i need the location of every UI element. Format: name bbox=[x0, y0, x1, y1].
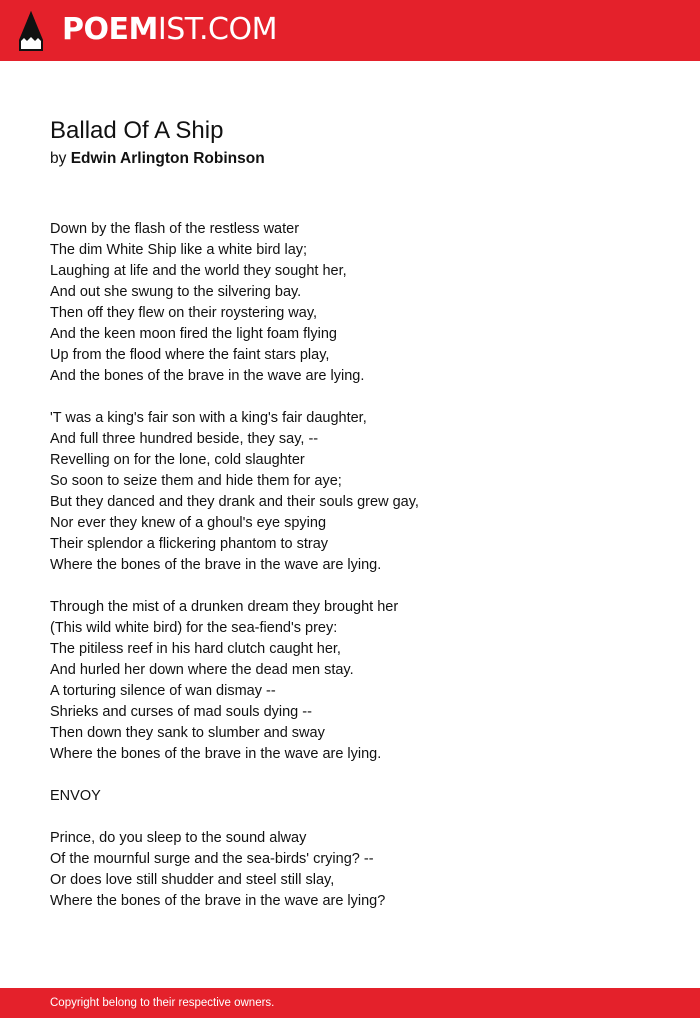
poem-line: And out she swung to the silvering bay. bbox=[50, 284, 302, 300]
poem-line: Up from the flood where the faint stars play, bbox=[50, 347, 330, 363]
poem-stanza bbox=[50, 408, 419, 576]
poem-line: 'T was a king's fair son with a king's fair daughter, bbox=[50, 410, 367, 426]
poem-line: And the keen moon fired the light foam flying bbox=[50, 326, 337, 342]
poem-stanza bbox=[50, 597, 419, 765]
poem-line: Their splendor a flickering phantom to stray bbox=[50, 536, 329, 552]
logo-bold-text: POEM bbox=[62, 12, 158, 47]
poem-line: Shrieks and curses of mad souls dying -- bbox=[50, 704, 312, 720]
poem-line: Down by the flash of the restless water bbox=[50, 221, 300, 237]
byline-prefix: by bbox=[50, 150, 67, 167]
poem-line: Where the bones of the brave in the wave are lying? bbox=[50, 893, 386, 909]
poem-line: And the bones of the brave in the wave are lying. bbox=[50, 368, 365, 384]
header-bar bbox=[0, 0, 700, 61]
poem-line: Prince, do you sleep to the sound alway bbox=[50, 830, 307, 846]
logo-light-text: IST.COM bbox=[157, 12, 277, 47]
poem-line: A torturing silence of wan dismay -- bbox=[50, 683, 276, 699]
poem-line: Then off they flew on their roystering way, bbox=[50, 305, 318, 321]
site-logo[interactable] bbox=[62, 12, 277, 48]
poem-line: Where the bones of the brave in the wave are lying. bbox=[50, 746, 382, 762]
poem-line: ENVOY bbox=[50, 788, 101, 804]
poem-line: The pitiless reef in his hard clutch caught her, bbox=[50, 641, 341, 657]
poem-line: And full three hundred beside, they say, -- bbox=[50, 431, 319, 447]
poem-line: Then down they sank to slumber and sway bbox=[50, 725, 325, 741]
pencil-tip-icon bbox=[18, 10, 44, 52]
poem-line: The dim White Ship like a white bird lay; bbox=[50, 242, 308, 258]
poem-line: So soon to seize them and hide them for aye; bbox=[50, 473, 342, 489]
poem-line: But they danced and they drank and their souls grew gay, bbox=[50, 494, 419, 510]
author-name: Edwin Arlington Robinson bbox=[70, 150, 265, 167]
poem-line: Through the mist of a drunken dream they brought her bbox=[50, 599, 399, 615]
poem-line: (This wild white bird) for the sea-fiend's prey: bbox=[50, 620, 338, 636]
poem-title: Ballad Of A Ship bbox=[50, 117, 224, 144]
poem-stanza bbox=[50, 786, 419, 807]
poem-stanza bbox=[50, 828, 419, 912]
poem-body bbox=[50, 219, 419, 933]
poem-stanza bbox=[50, 219, 419, 387]
footer-bar bbox=[0, 988, 700, 1018]
poem-line: And hurled her down where the dead men stay. bbox=[50, 662, 354, 678]
poem-line: Or does love still shudder and steel still slay, bbox=[50, 872, 335, 888]
poem-line: Nor ever they knew of a ghoul's eye spying bbox=[50, 515, 327, 531]
byline bbox=[50, 149, 265, 169]
copyright-notice: Copyright belong to their respective owners. bbox=[50, 997, 275, 1009]
poem-line: Of the mournful surge and the sea-birds' crying? -- bbox=[50, 851, 374, 867]
poem-line: Where the bones of the brave in the wave are lying. bbox=[50, 557, 382, 573]
poem-line: Laughing at life and the world they sought her, bbox=[50, 263, 347, 279]
poem-line: Revelling on for the lone, cold slaughter bbox=[50, 452, 305, 468]
